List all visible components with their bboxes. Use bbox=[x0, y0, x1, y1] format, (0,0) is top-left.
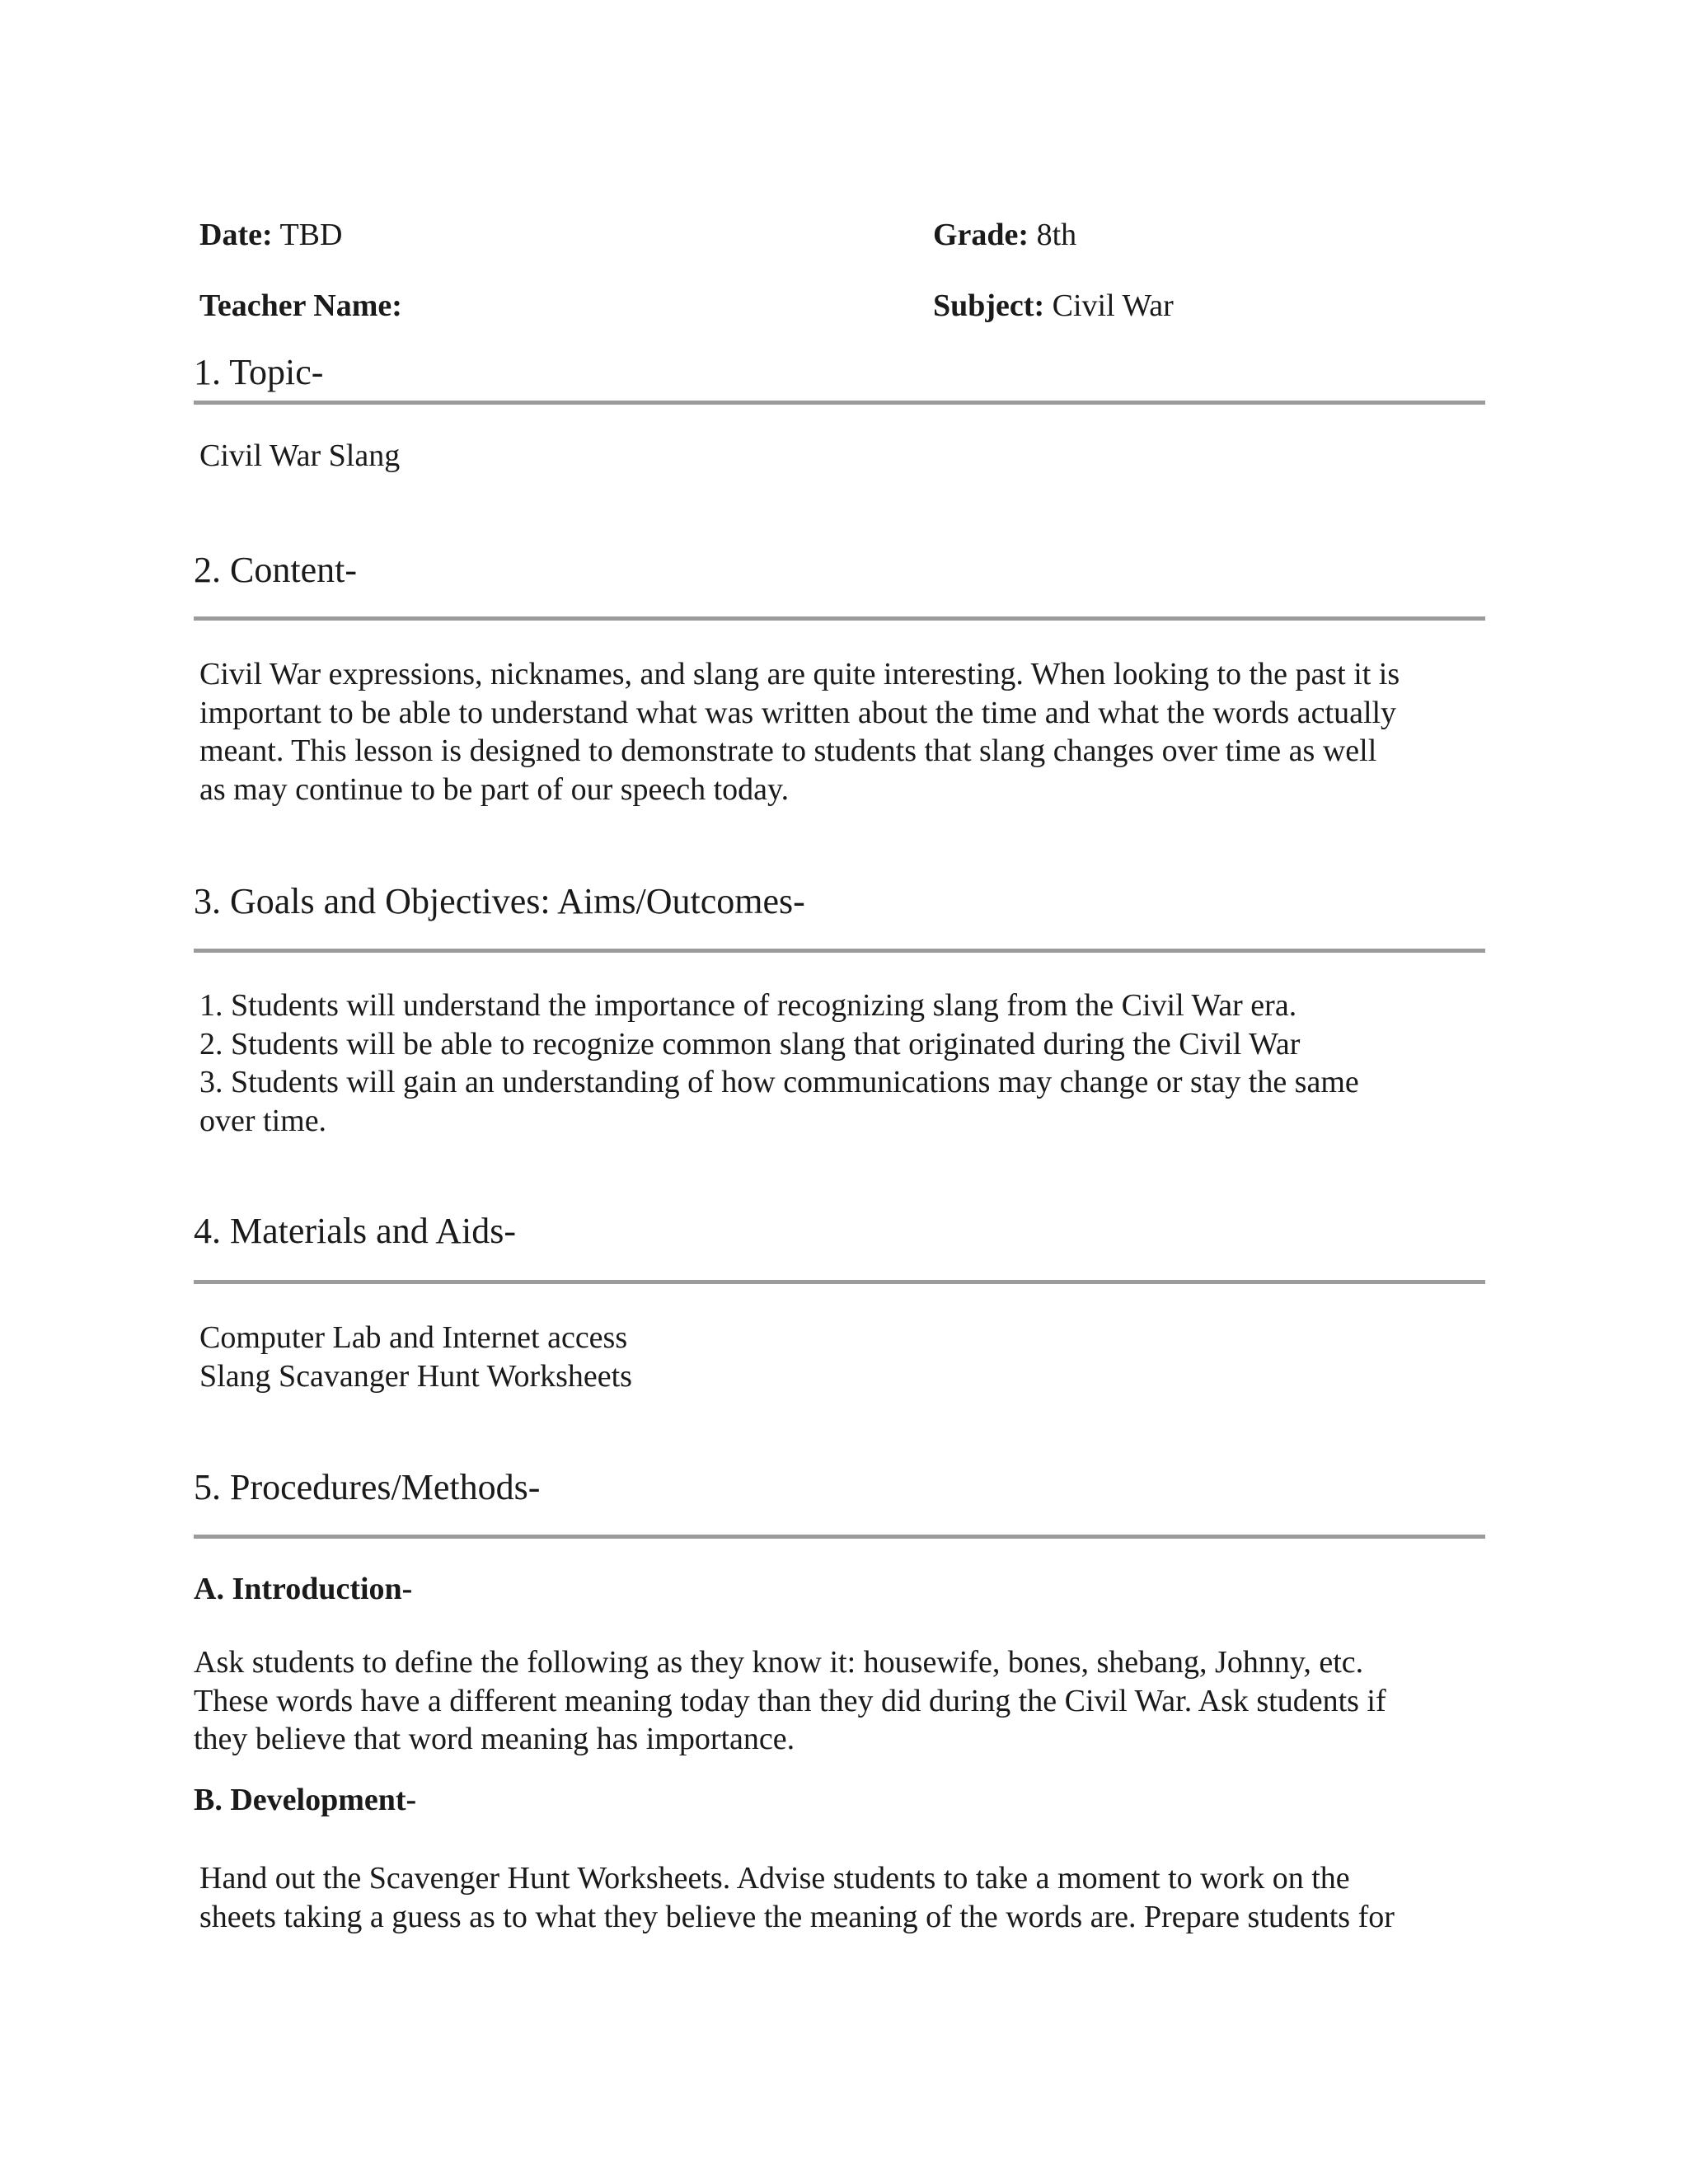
content-line: important to be able to understand what was written about the time and what the words actually bbox=[199, 695, 1397, 730]
subject-value: Civil War bbox=[1052, 288, 1174, 323]
development-paragraph bbox=[199, 1859, 1395, 1936]
grade-field bbox=[933, 216, 1076, 254]
material-item: Slang Scavanger Hunt Worksheets bbox=[199, 1358, 632, 1394]
topic-divider bbox=[194, 401, 1485, 405]
goal-item: 3. Students will gain an understanding of how communications may change or stay the same bbox=[199, 1065, 1359, 1099]
introduction-heading: A. Introduction- bbox=[194, 1572, 413, 1606]
content-divider bbox=[194, 616, 1485, 621]
teacher-field bbox=[199, 287, 402, 325]
development-line: sheets taking a guess as to what they believe the meaning of the words are. Prepare students for bbox=[199, 1899, 1395, 1934]
introduction-paragraph bbox=[194, 1643, 1386, 1759]
goal-item: 1. Students will understand the importance of recognizing slang from the Civil War era. bbox=[199, 988, 1297, 1023]
content-heading: 2. Content- bbox=[194, 550, 357, 590]
grade-value: 8th bbox=[1036, 218, 1077, 252]
development-line: Hand out the Scavenger Hunt Worksheets. Advise students to take a moment to work on the bbox=[199, 1861, 1350, 1896]
topic-heading: 1. Topic- bbox=[194, 352, 324, 392]
introduction-line: they believe that word meaning has importance. bbox=[194, 1722, 795, 1756]
materials-divider bbox=[194, 1280, 1485, 1284]
date-label: Date: bbox=[199, 218, 273, 252]
goals-divider bbox=[194, 949, 1485, 953]
development-heading: B. Development- bbox=[194, 1783, 417, 1817]
goal-item: over time. bbox=[199, 1103, 327, 1138]
procedures-divider bbox=[194, 1535, 1485, 1539]
content-line: meant. This lesson is designed to demonstrate to students that slang changes over time as well bbox=[199, 733, 1377, 768]
materials-list bbox=[199, 1319, 632, 1395]
goals-list bbox=[199, 987, 1359, 1140]
date-value: TBD bbox=[279, 218, 343, 252]
topic-text bbox=[199, 437, 400, 476]
grade-label: Grade: bbox=[933, 218, 1029, 252]
procedures-heading: 5. Procedures/Methods- bbox=[194, 1467, 541, 1507]
subject-label: Subject: bbox=[933, 288, 1045, 323]
material-item: Computer Lab and Internet access bbox=[199, 1320, 628, 1355]
date-field bbox=[199, 216, 342, 254]
content-paragraph bbox=[199, 655, 1400, 808]
introduction-line: Ask students to define the following as they know it: housewife, bones, shebang, Johnny, etc. bbox=[194, 1645, 1364, 1680]
goal-item: 2. Students will be able to recognize common slang that originated during the Civil War bbox=[199, 1026, 1301, 1062]
goals-heading: 3. Goals and Objectives: Aims/Outcomes- bbox=[194, 881, 805, 921]
content-line: Civil War expressions, nicknames, and slang are quite interesting. When looking to the past it is bbox=[199, 657, 1400, 691]
content-line: as may continue to be part of our speech today. bbox=[199, 771, 790, 807]
introduction-line: These words have a different meaning today than they did during the Civil War. Ask students if bbox=[194, 1683, 1386, 1718]
materials-heading: 4. Materials and Aids- bbox=[194, 1211, 517, 1251]
subject-field bbox=[933, 287, 1174, 325]
teacher-label: Teacher Name: bbox=[199, 288, 402, 323]
topic-line: Civil War Slang bbox=[199, 438, 401, 473]
